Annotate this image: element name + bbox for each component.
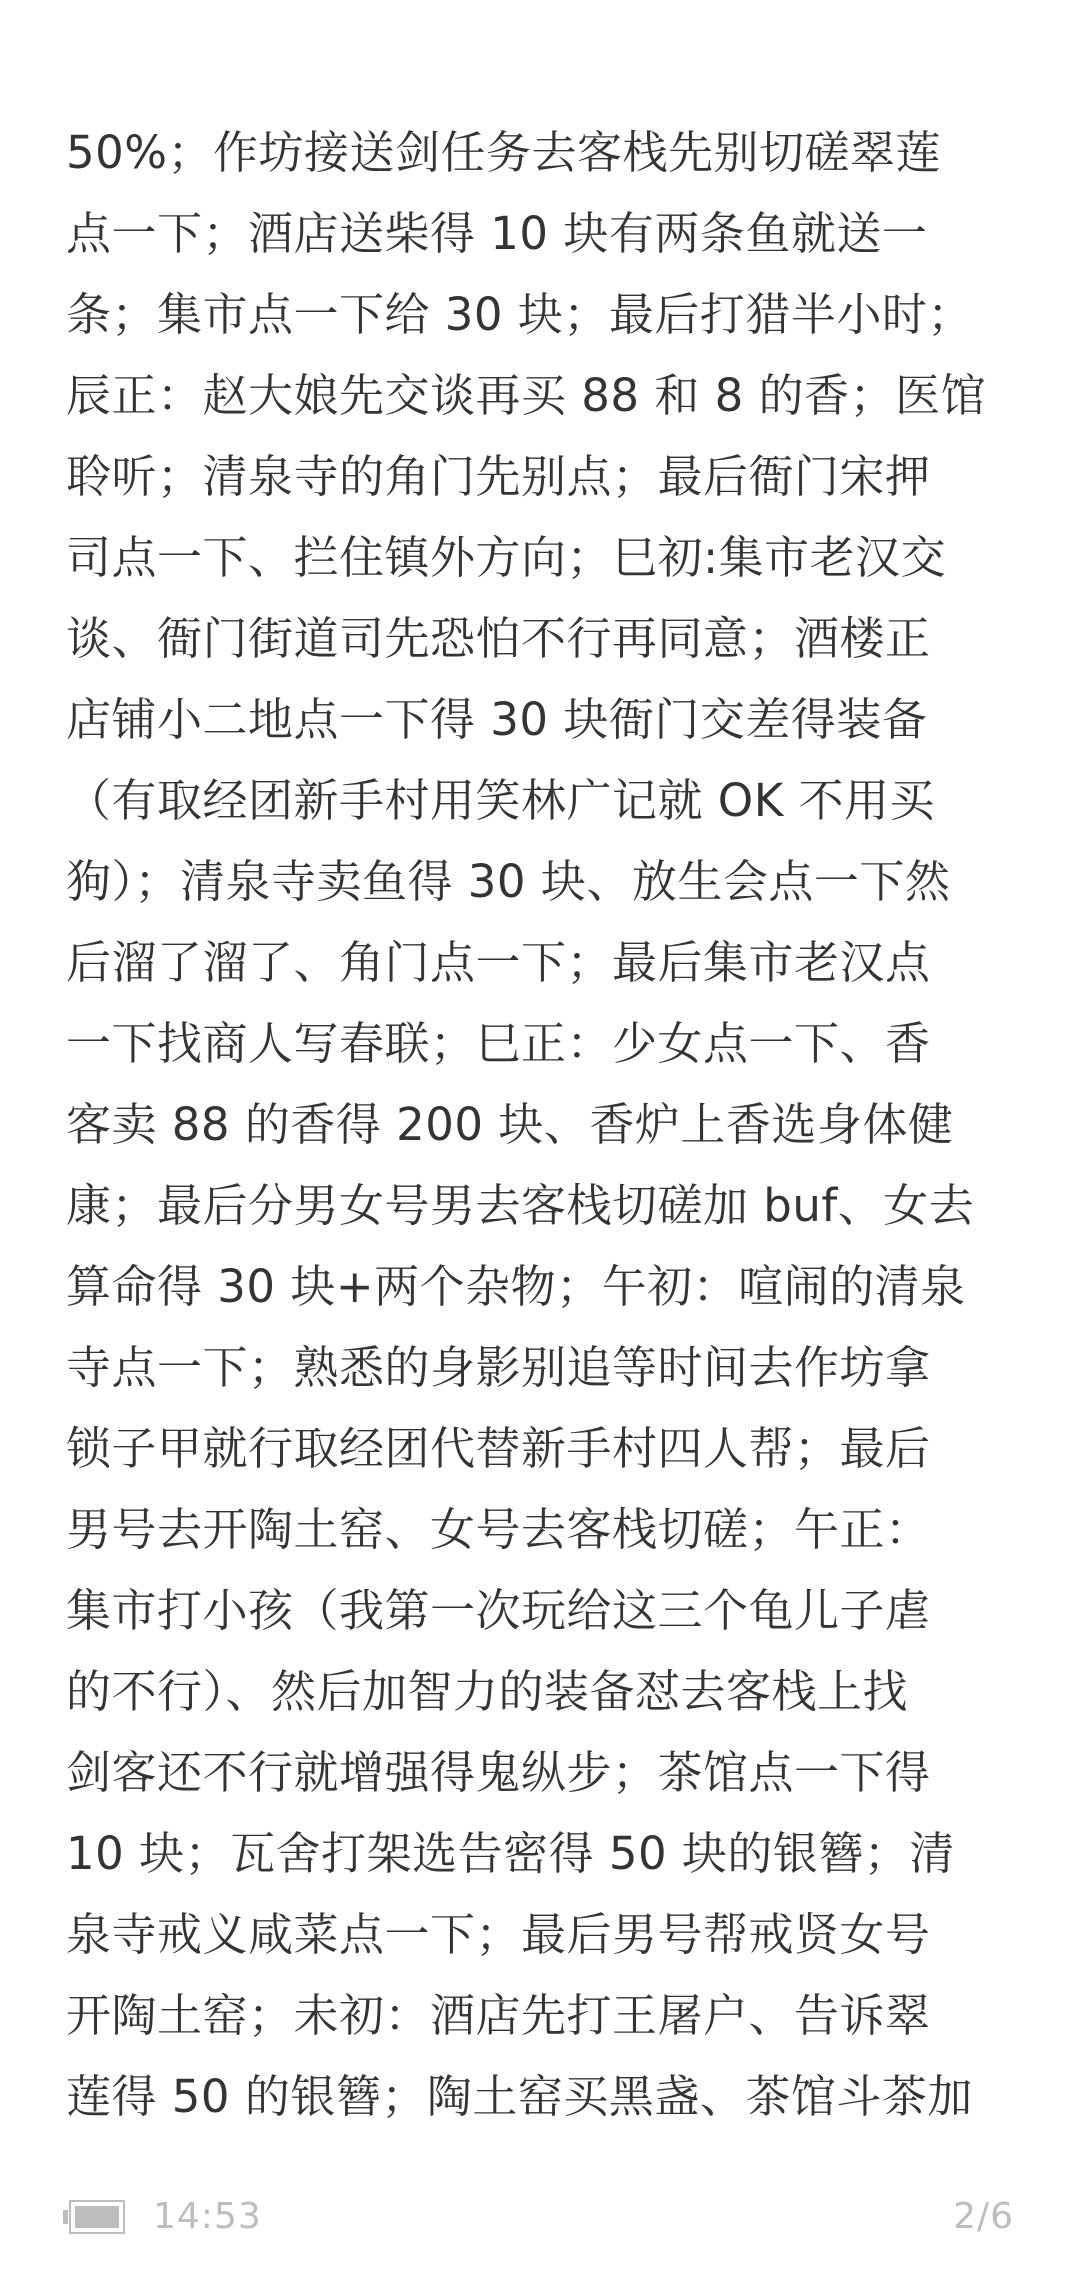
text-line: 算命得 30 块+两个杂物；午初：喧闹的清泉	[66, 1260, 966, 1313]
text-line: 后溜了溜了、角门点一下；最后集市老汉点	[66, 936, 931, 989]
text-line: 店铺小二地点一下得 30 块衙门交差得装备	[66, 693, 928, 746]
text-line: 聆听；清泉寺的角门先别点；最后衙门宋押	[66, 450, 931, 503]
battery-icon	[63, 2200, 127, 2234]
clock-time: 14:53	[153, 2196, 262, 2237]
text-line: 谈、衙门街道司先恐怕不行再同意；酒楼正	[66, 612, 931, 665]
battery-level	[75, 2206, 119, 2228]
text-line: 锁子甲就行取经团代替新手村四人帮；最后	[66, 1422, 931, 1475]
text-line: 泉寺戒义咸菜点一下；最后男号帮戒贤女号	[66, 1908, 931, 1961]
page-indicator: 2/6	[953, 2196, 1014, 2237]
reader-text-body[interactable]	[66, 112, 1026, 2137]
text-line: 条；集市点一下给 30 块；最后打猎半小时；	[66, 288, 973, 341]
text-line: 剑客还不行就增强得鬼纵步；茶馆点一下得	[66, 1746, 931, 1799]
text-line: 客卖 88 的香得 200 块、香炉上香选身体健	[66, 1098, 954, 1151]
text-line: 康；最后分男女号男去客栈切磋加 buf、女去	[66, 1179, 975, 1232]
text-line: 男号去开陶土窑、女号去客栈切磋；午正：	[66, 1503, 931, 1556]
text-line: 寺点一下；熟悉的身影别追等时间去作坊拿	[66, 1341, 931, 1394]
text-line: 集市打小孩（我第一次玩给这三个龟儿子虐	[66, 1584, 931, 1637]
text-line: 狗）；清泉寺卖鱼得 30 块、放生会点一下然	[66, 855, 951, 908]
battery-cap	[63, 2210, 68, 2224]
text-line: 莲得 50 的银簪；陶土窑买黑盏、茶馆斗茶加	[66, 2070, 973, 2123]
text-line: 点一下；酒店送柴得 10 块有两条鱼就送一	[66, 207, 928, 260]
text-line: 司点一下、拦住镇外方向；巳初:集市老汉交	[66, 531, 947, 584]
text-line: （有取经团新手村用笑林广记就 OK 不用买	[66, 774, 936, 827]
reader-status-bar	[0, 2188, 1080, 2248]
text-line: 辰正：赵大娘先交谈再买 88 和 8 的香；医馆	[66, 369, 987, 422]
text-line: 开陶土窑；未初：酒店先打王屠户、告诉翠	[66, 1989, 931, 2042]
text-line: 10 块；瓦舍打架选告密得 50 块的银簪；清	[66, 1827, 955, 1880]
text-line: 一下找商人写春联；巳正：少女点一下、香	[66, 1017, 931, 1070]
text-line: 50%；作坊接送剑任务去客栈先别切磋翠莲	[66, 126, 942, 179]
text-line: 的不行）、然后加智力的装备怼去客栈上找	[66, 1665, 909, 1718]
